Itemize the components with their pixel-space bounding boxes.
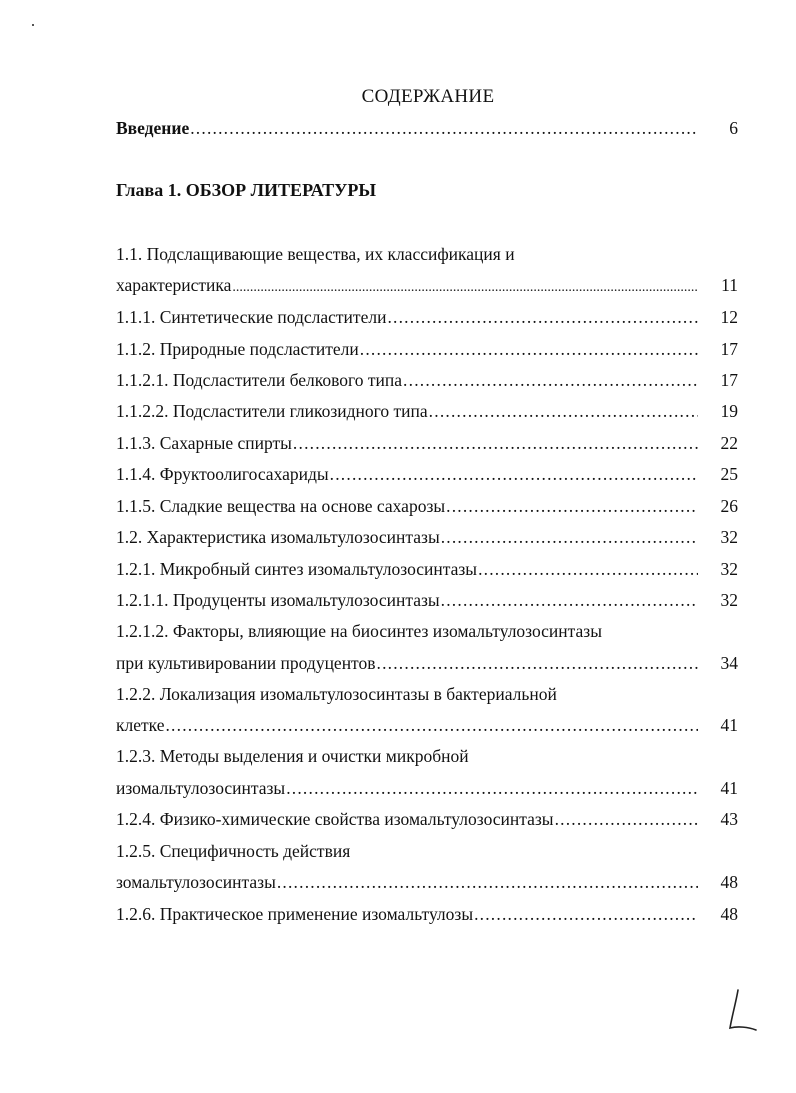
handwritten-mark [724, 986, 764, 1036]
toc-leader-dots [478, 559, 698, 580]
toc-leader-dots [293, 433, 698, 454]
toc-label: 1.1.5. Сладкие вещества на основе сахарозы [116, 496, 446, 516]
scan-speck [32, 24, 34, 26]
toc-page-number: 48 [720, 872, 738, 892]
toc-entry [116, 339, 698, 365]
toc-page-number: 41 [720, 715, 738, 735]
toc-leader-dots [429, 401, 698, 422]
toc-entry-line1: 1.2.1.2. Факторы, влияющие на биосинтез изомальтулозосинтазы [116, 621, 602, 641]
toc-entry [116, 370, 698, 396]
toc-page-number: 17 [720, 370, 738, 390]
toc-leader-dots [474, 904, 698, 925]
toc-entry [116, 307, 698, 333]
toc-page-number: 25 [720, 464, 738, 484]
toc-label: 1.2.1. Микробный синтез изомальтулозосинтазы [116, 559, 478, 579]
toc-page-number: 6 [729, 118, 738, 138]
toc-leader-dots [387, 307, 698, 328]
toc-leader-dots [360, 339, 698, 360]
toc-leader-dots [446, 496, 698, 517]
toc-page-number: 32 [720, 559, 738, 579]
toc-entry [116, 433, 698, 459]
toc-page-number: 17 [720, 339, 738, 359]
chapter-heading: Глава 1. ОБЗОР ЛИТЕРАТУРЫ [116, 180, 377, 200]
toc-entry-line1: 1.2.2. Локализация изомальтулозосинтазы в бактериальной [116, 684, 557, 704]
toc-label: изомальтулозосинтазы [116, 778, 286, 798]
toc-label: 1.2.6. Практическое применение изомальтулозы [116, 904, 474, 924]
toc-entry [116, 401, 698, 427]
toc-label: клетке [116, 715, 165, 735]
toc-label: 1.2.4. Физико-химические свойства изомальтулозосинтазы [116, 809, 554, 829]
toc-entry [116, 496, 698, 522]
toc-leader-dots [377, 653, 699, 674]
toc-page-number: 43 [720, 809, 738, 829]
toc-page-number: 48 [720, 904, 738, 924]
toc-entry [116, 653, 698, 679]
toc-page-number: 32 [720, 590, 738, 610]
toc-label: 1.1.4. Фруктоолигосахариды [116, 464, 329, 484]
toc-leader-dots [165, 715, 698, 736]
toc-entry [116, 904, 698, 930]
toc-entry [116, 559, 698, 585]
toc-entry [116, 527, 698, 553]
toc-label: 1.2.1.1. Продуценты изомальтулозосинтазы [116, 590, 440, 610]
toc-leader-dots [277, 872, 698, 893]
toc-label: 1.1.2. Природные подсластители [116, 339, 359, 359]
toc-leader-dots [232, 280, 698, 296]
toc-page-number: 34 [720, 653, 738, 673]
toc-leader-dots [403, 370, 698, 391]
toc-label: 1.2. Характеристика изомальтулозосинтазы [116, 527, 440, 547]
toc-entry [116, 809, 698, 835]
toc-entry [116, 872, 698, 898]
toc-entry [116, 275, 698, 301]
toc-label: 1.1.3. Сахарные спирты [116, 433, 292, 453]
toc-leader-dots [190, 118, 698, 139]
page-title: СОДЕРЖАНИЕ [361, 86, 495, 107]
toc-entry-line1: 1.2.3. Методы выделения и очистки микробной [116, 746, 469, 766]
toc-entry [116, 778, 698, 804]
toc-page-number: 26 [720, 496, 738, 516]
toc-page-number: 32 [720, 527, 738, 547]
toc-page-number: 22 [720, 433, 738, 453]
toc-label: 1.1.2.2. Подсластители гликозидного типа [116, 401, 428, 421]
toc-label: зомальтулозосинтазы [116, 872, 276, 892]
toc-label: 1.1.1. Синтетические подсластители [116, 307, 387, 327]
toc-label: при культивировании продуцентов [116, 653, 376, 673]
toc-page-number: 19 [720, 401, 738, 421]
toc-leader-dots [555, 809, 698, 830]
toc-leader-dots [441, 590, 698, 611]
toc-page-number: 12 [720, 307, 738, 327]
toc-label: характеристика [116, 275, 232, 295]
toc-entry-line1: 1.2.5. Специфичность действия [116, 841, 351, 861]
toc-leader-dots [330, 464, 698, 485]
toc-leader-dots [441, 527, 698, 548]
toc-entry [116, 715, 698, 741]
toc-label: Введение [116, 118, 190, 138]
toc-page-number: 41 [720, 778, 738, 798]
toc-entry [116, 590, 698, 616]
toc-leader-dots [286, 778, 698, 799]
toc-entry-line1: 1.1. Подслащивающие вещества, их классификация и [116, 244, 515, 264]
toc-page-number: 11 [721, 275, 738, 295]
toc-label: 1.1.2.1. Подсластители белкового типа [116, 370, 403, 390]
toc-entry-intro [116, 118, 698, 144]
toc-entry [116, 464, 698, 490]
